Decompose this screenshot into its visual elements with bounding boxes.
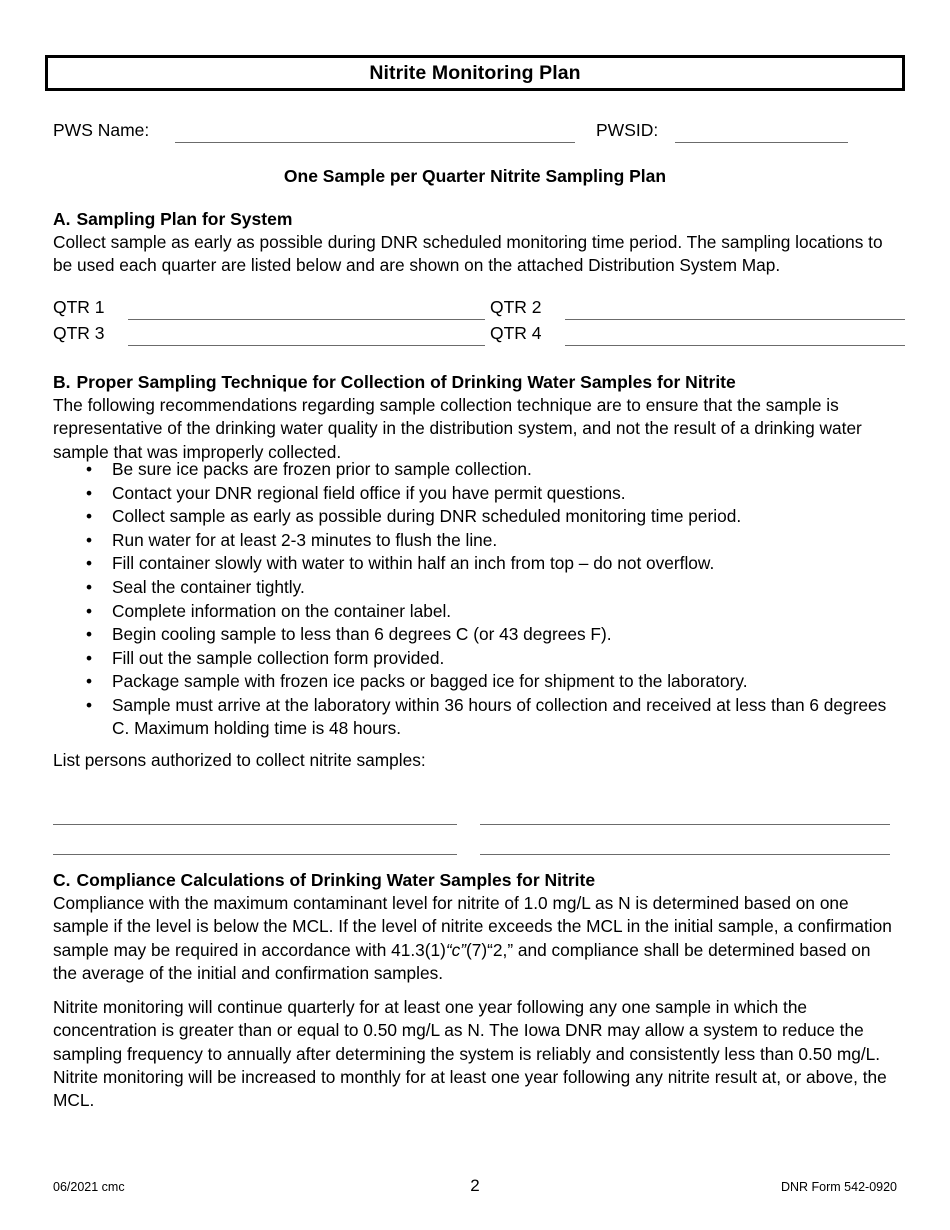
bullet-icon: • xyxy=(86,694,93,715)
quarter-sampling-locations xyxy=(53,297,905,349)
section-c-letter: C. xyxy=(53,870,71,890)
section-b-body: The following recommendations regarding sample collection technique are to ensure that the sample is representative of the drinking water quality in the distribution system, and not the result of a drinking water sample that was improperly collected. xyxy=(53,395,862,462)
section-c-body-part1: Compliance with the maximum contaminant level for nitrite of 1.0 mg/L as N is determined based on one sample if the level is below the MCL. If the level of nitrite exceeds the MCL in the initial sample, a confirmation sample may be required in accordance with 41.3(1) xyxy=(53,893,892,960)
list-item-text: Be sure ice packs are frozen prior to sample collection. xyxy=(112,459,532,479)
footer-form-number: DNR Form 542-0920 xyxy=(780,1180,897,1194)
authorized-person-input-4[interactable] xyxy=(480,854,890,855)
bullet-icon: • xyxy=(86,624,93,645)
qtr-4-input[interactable] xyxy=(565,345,905,346)
list-item xyxy=(53,694,897,741)
list-item-text: Seal the container tightly. xyxy=(112,576,305,597)
authorized-person-input-2[interactable] xyxy=(480,824,890,825)
qtr-1-input[interactable] xyxy=(128,319,485,320)
section-c-heading xyxy=(53,870,595,891)
list-item xyxy=(53,458,897,481)
list-item xyxy=(53,529,897,552)
quarter-row-1 xyxy=(53,297,905,323)
quarter-row-2 xyxy=(53,323,905,349)
section-b-letter: B. xyxy=(53,372,71,392)
bullet-icon: • xyxy=(86,506,93,527)
pws-header-row xyxy=(53,120,905,144)
list-item-text: Collect sample as early as possible during DNR scheduled monitoring time period. xyxy=(112,506,742,527)
pwsid-label: PWSID: xyxy=(596,120,659,140)
list-item xyxy=(53,600,897,623)
list-item xyxy=(53,482,897,505)
section-a-heading-text: Sampling Plan for System xyxy=(76,209,293,229)
list-item-text: Complete information on the container label. xyxy=(112,600,452,621)
list-item-text: Fill out the sample collection form provided. xyxy=(112,647,445,668)
list-item xyxy=(53,505,897,528)
footer-page-number: 2 xyxy=(470,1176,480,1195)
list-item-text: Run water for at least 2-3 minutes to flush the line. xyxy=(112,529,498,550)
qtr-2-label: QTR 2 xyxy=(490,297,542,317)
qtr-3-input[interactable] xyxy=(128,345,485,346)
list-item xyxy=(53,552,897,575)
bullet-icon: • xyxy=(86,671,93,692)
bullet-icon: • xyxy=(86,553,93,574)
citation-rule-reference: “c” xyxy=(445,939,467,960)
qtr-4-label: QTR 4 xyxy=(490,323,542,343)
bullet-icon: • xyxy=(86,576,93,597)
list-item-text: Contact your DNR regional field office if you have permit questions. xyxy=(112,482,626,503)
bullet-icon: • xyxy=(86,647,93,668)
page-footer xyxy=(53,1176,897,1198)
authorized-person-input-3[interactable] xyxy=(53,854,457,855)
bullet-icon: • xyxy=(86,459,93,479)
pwsid-input[interactable] xyxy=(675,142,848,143)
section-b-heading-text: Proper Sampling Technique for Collection of Drinking Water Samples for Nitrite xyxy=(76,372,736,392)
list-item xyxy=(53,623,897,646)
section-a-letter: A. xyxy=(53,209,71,229)
list-item-text: Fill container slowly with water to within half an inch from top – do not overflow. xyxy=(112,553,715,574)
list-item xyxy=(53,647,897,670)
authorized-persons-label: List persons authorized to collect nitrite samples: xyxy=(53,750,426,770)
authorized-person-input-1[interactable] xyxy=(53,824,457,825)
pws-name-label: PWS Name: xyxy=(53,120,150,140)
page-subtitle: One Sample per Quarter Nitrite Sampling Plan xyxy=(283,166,667,186)
list-item xyxy=(53,670,897,693)
document-title-box xyxy=(45,55,905,91)
bullet-icon: • xyxy=(86,529,93,550)
section-c-body-part2: (7)“2,” and compliance shall be determined based on the average of the initial and confirmation samples. xyxy=(53,939,871,983)
section-a-heading xyxy=(53,209,292,230)
bullet-icon: • xyxy=(86,482,93,503)
qtr-1-label: QTR 1 xyxy=(53,297,105,317)
list-item-text: Sample must arrive at the laboratory within 36 hours of collection and received at less than 6 degrees C. Maximum holding time is 48 hours. xyxy=(112,694,887,739)
section-a-body: Collect sample as early as possible during DNR scheduled monitoring time period. The sampling locations to be used each quarter are listed below and are shown on the attached Distribution System Map. xyxy=(53,232,883,276)
section-b-heading xyxy=(53,372,736,393)
section-c-body-paragraph-2: Nitrite monitoring will continue quarterly for at least one year following any one sample in which the concentration is greater than or equal to 0.50 mg/L as N. The Iowa DNR may allow a system to reduce the sampling frequency to annually after determining the system is reliably and consistently less than 0.50 mg/L. Nitrite monitoring will be increased to monthly for at least one year following any nitrite result at, or above, the MCL. xyxy=(53,997,887,1111)
bullet-icon: • xyxy=(86,600,93,621)
qtr-2-input[interactable] xyxy=(565,319,905,320)
qtr-3-label: QTR 3 xyxy=(53,323,105,343)
pws-name-input[interactable] xyxy=(175,142,575,143)
page-title: Nitrite Monitoring Plan xyxy=(369,61,581,84)
footer-revision: 06/2021 cmc xyxy=(53,1180,125,1194)
sampling-technique-list xyxy=(53,458,897,741)
section-c-heading-text: Compliance Calculations of Drinking Water Samples for Nitrite xyxy=(76,870,596,890)
list-item-text: Package sample with frozen ice packs or bagged ice for shipment to the laboratory. xyxy=(112,671,748,692)
list-item xyxy=(53,576,897,599)
list-item-text: Begin cooling sample to less than 6 degrees C (or 43 degrees F). xyxy=(112,624,612,645)
section-c-body xyxy=(53,892,897,985)
